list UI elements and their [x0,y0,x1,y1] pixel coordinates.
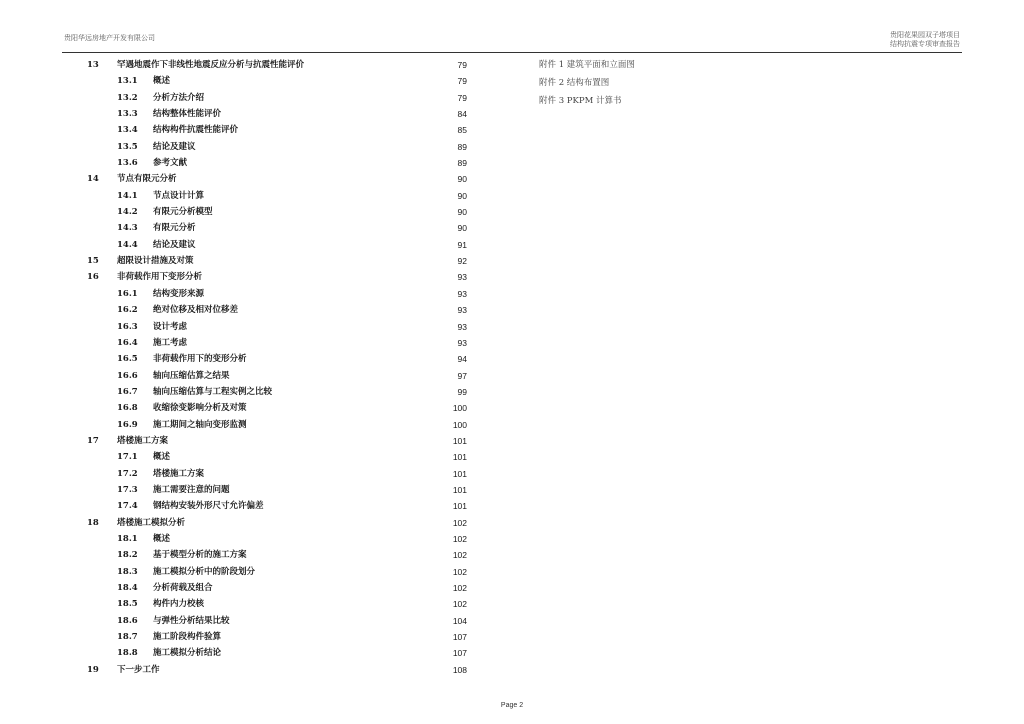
toc-entry[interactable] [87,122,467,138]
toc-entry-title: 施工期间之轴向变形监测 [153,419,247,430]
toc-entry-number: 16.8 [117,403,138,414]
toc-entry-number: 13 [87,60,99,70]
toc-entry-page: 102 [452,517,467,528]
toc-entry-number: 18.6 [117,615,138,626]
toc-entry-number: 17.3 [117,484,138,495]
toc-entry[interactable] [87,580,467,596]
toc-entry-title: 下一步工作 [117,664,160,675]
toc-entry-number: 18.1 [117,533,138,544]
toc-entry-number: 18 [87,517,99,528]
toc-entry-page: 101 [452,501,467,512]
toc-entry-page: 94 [457,354,467,365]
toc-entry-title: 塔楼施工方案 [153,468,205,479]
toc-entry-page: 79 [457,76,467,87]
toc-entry[interactable] [87,547,467,563]
toc-entry-title: 绝对位移及相对位移差 [153,305,239,316]
toc-entry-title: 塔楼施工模拟分析 [117,517,186,528]
toc-entry[interactable] [87,73,467,89]
toc-entry-number: 18.8 [117,648,138,659]
toc-entry[interactable] [87,155,467,171]
toc-entry-page: 84 [457,109,467,120]
toc-entry[interactable] [87,188,467,204]
toc-entry-number: 14.2 [117,207,138,218]
toc-entry-page: 101 [452,468,467,479]
toc-entry-number: 13.6 [117,158,138,169]
toc-entry-number: 18.2 [117,550,138,561]
toc-entry-page: 91 [457,239,467,250]
toc-entry[interactable] [87,629,467,645]
toc-entry[interactable] [87,613,467,629]
toc-entry-page: 101 [452,484,467,495]
toc-entry-title: 收缩徐变影响分析及对策 [153,403,247,414]
toc-entry-title: 概述 [153,76,171,87]
toc-entry-number: 16.9 [117,419,138,430]
header-company: 贵阳华远房地产开发有限公司 [64,34,155,42]
toc-entry-number: 17.4 [117,501,138,512]
toc-entry-page: 102 [452,550,467,561]
toc-entry-page: 107 [452,632,467,643]
toc-entry-title: 结构构件抗震性能评价 [153,125,239,136]
toc-entry[interactable] [87,466,467,482]
appendix-item[interactable]: 附件 3 PKPM 计算书 [539,96,622,106]
toc-entry-page: 93 [457,337,467,348]
toc-entry-number: 16.3 [117,321,138,332]
toc-entry-number: 14.3 [117,223,138,234]
toc-entry-title: 施工模拟分析结论 [153,648,222,659]
toc-entry-title: 参考文献 [153,158,188,169]
appendix-item[interactable]: 附件 1 建筑平面和立面图 [539,60,635,70]
toc-entry-title: 轴向压缩估算之结果 [153,370,230,381]
toc-entry-title: 概述 [153,533,171,544]
toc-entry-page: 97 [457,370,467,381]
toc-entry[interactable] [87,482,467,498]
toc-entry-number: 13.1 [117,76,138,87]
appendix-list [539,59,635,113]
toc-entry[interactable] [87,106,467,122]
toc-entry-title: 概述 [153,452,171,463]
toc-entry-title: 罕遇地震作下非线性地震反应分析与抗震性能评价 [117,60,305,70]
toc-entry-page: 100 [452,419,467,430]
toc-entry[interactable] [87,90,467,106]
toc-entry-page: 79 [457,60,467,70]
toc-entry-number: 16.5 [117,354,138,365]
toc-entry-page: 85 [457,125,467,136]
toc-entry-page: 93 [457,272,467,283]
toc-entry-title: 节点设计计算 [153,190,205,201]
toc-entry-title: 施工考虑 [153,337,188,348]
toc-entry-title: 有限元分析 [153,223,196,234]
toc-entry-number: 13.5 [117,141,138,152]
toc-entry-title: 基于模型分析的施工方案 [153,550,247,561]
toc-entry-number: 14.1 [117,190,138,201]
toc-entry[interactable] [87,220,467,236]
toc-entry-number: 15 [87,256,99,267]
toc-entry-number: 19 [87,664,99,675]
toc-entry-number: 16.7 [117,386,138,397]
toc-entry-number: 14.4 [117,239,138,250]
toc-entry[interactable] [87,645,467,661]
toc-entry-page: 102 [452,533,467,544]
toc-entry-number: 13.4 [117,125,138,136]
header-project [890,31,960,49]
toc-entry[interactable] [87,237,467,253]
toc-entry-title: 超限设计措施及对策 [117,256,194,267]
toc-entry-page: 89 [457,158,467,169]
toc-entry-title: 分析荷载及组合 [153,583,213,593]
toc-entry[interactable] [87,204,467,220]
toc-entry-number: 18.3 [117,566,138,577]
toc-entry-page: 93 [457,288,467,299]
toc-entry-page: 93 [457,321,467,332]
toc-entry-page: 93 [457,305,467,316]
toc-entry-number: 18.4 [117,583,138,593]
page-number: Page 2 [500,702,524,709]
header-project-line1: 贵阳花果园双子塔项目 [890,31,960,39]
header-rule [62,52,962,53]
toc-entry-page: 102 [452,583,467,593]
toc-entry-page: 90 [457,207,467,218]
toc-entry-number: 14 [87,174,99,185]
toc-entry-number: 16.6 [117,370,138,381]
toc-entry-title: 构件内力校核 [153,599,205,610]
toc-entry-page: 92 [457,256,467,267]
toc-entry-title: 钢结构安装外形尺寸允许偏差 [153,501,264,512]
toc-entry[interactable] [87,531,467,547]
toc-entry-title: 节点有限元分析 [117,174,177,185]
toc-entry-number: 18.5 [117,599,138,610]
toc-entry-title: 施工需要注意的问题 [153,484,230,495]
toc-entry[interactable] [87,286,467,302]
toc-entry-number: 16.2 [117,305,138,316]
appendix-item[interactable]: 附件 2 结构布置图 [539,78,610,88]
toc-entry-title: 结论及建议 [153,141,196,152]
toc-entry[interactable] [87,498,467,514]
toc-entry-title: 设计考虑 [153,321,188,332]
toc-entry-title: 非荷载作用下的变形分析 [153,354,247,365]
toc-entry-page: 101 [452,452,467,463]
toc-entry-page: 100 [452,403,467,414]
toc-entry[interactable] [87,400,467,416]
toc-entry-number: 17.1 [117,452,138,463]
toc-entry-title: 施工阶段构件验算 [153,632,222,643]
toc-entry-page: 90 [457,174,467,185]
table-of-contents [87,57,467,678]
toc-entry[interactable] [87,253,467,269]
toc-entry-title: 轴向压缩估算与工程实例之比较 [153,386,273,397]
toc-entry-title: 与弹性分析结果比较 [153,615,230,626]
toc-entry-number: 16.4 [117,337,138,348]
toc-entry-page: 89 [457,141,467,152]
toc-entry-page: 107 [452,648,467,659]
toc-entry-page: 79 [457,92,467,103]
toc-entry-title: 结论及建议 [153,239,196,250]
toc-entry-number: 17 [87,435,99,446]
toc-entry[interactable] [87,564,467,580]
toc-entry[interactable] [87,384,467,400]
toc-entry[interactable] [87,335,467,351]
toc-entry[interactable] [87,139,467,155]
toc-entry[interactable] [87,449,467,465]
toc-entry[interactable] [87,351,467,367]
toc-entry-title: 非荷载作用下变形分析 [117,272,203,283]
toc-entry[interactable] [87,269,467,285]
toc-entry[interactable] [87,515,467,531]
toc-entry-page: 90 [457,223,467,234]
toc-entry[interactable] [87,319,467,335]
toc-entry-number: 17.2 [117,468,138,479]
toc-entry-title: 塔楼施工方案 [117,435,169,446]
toc-entry[interactable] [87,417,467,433]
toc-entry-page: 101 [452,435,467,446]
toc-entry-page: 90 [457,190,467,201]
toc-entry-page: 108 [452,664,467,675]
toc-entry[interactable] [87,171,467,187]
toc-entry-number: 13.3 [117,109,138,120]
toc-entry-number: 16.1 [117,288,138,299]
toc-entry-page: 104 [452,615,467,626]
toc-entry[interactable] [87,433,467,449]
header-project-line2: 结构抗震专项审查报告 [890,40,960,48]
toc-entry-title: 有限元分析模型 [153,207,213,218]
toc-entry-page: 99 [457,386,467,397]
toc-entry-title: 结构整体性能评价 [153,109,222,120]
toc-entry[interactable] [87,57,467,73]
toc-entry-page: 102 [452,566,467,577]
toc-entry[interactable] [87,302,467,318]
toc-entry-page: 102 [452,599,467,610]
toc-entry[interactable] [87,596,467,612]
toc-entry-number: 18.7 [117,632,138,643]
toc-entry-title: 分析方法介绍 [153,92,205,103]
toc-entry[interactable] [87,368,467,384]
toc-entry-title: 施工模拟分析中的阶段划分 [153,566,256,577]
toc-entry[interactable] [87,662,467,678]
toc-entry-number: 13.2 [117,92,138,103]
toc-entry-title: 结构变形来源 [153,288,205,299]
toc-entry-number: 16 [87,272,99,283]
